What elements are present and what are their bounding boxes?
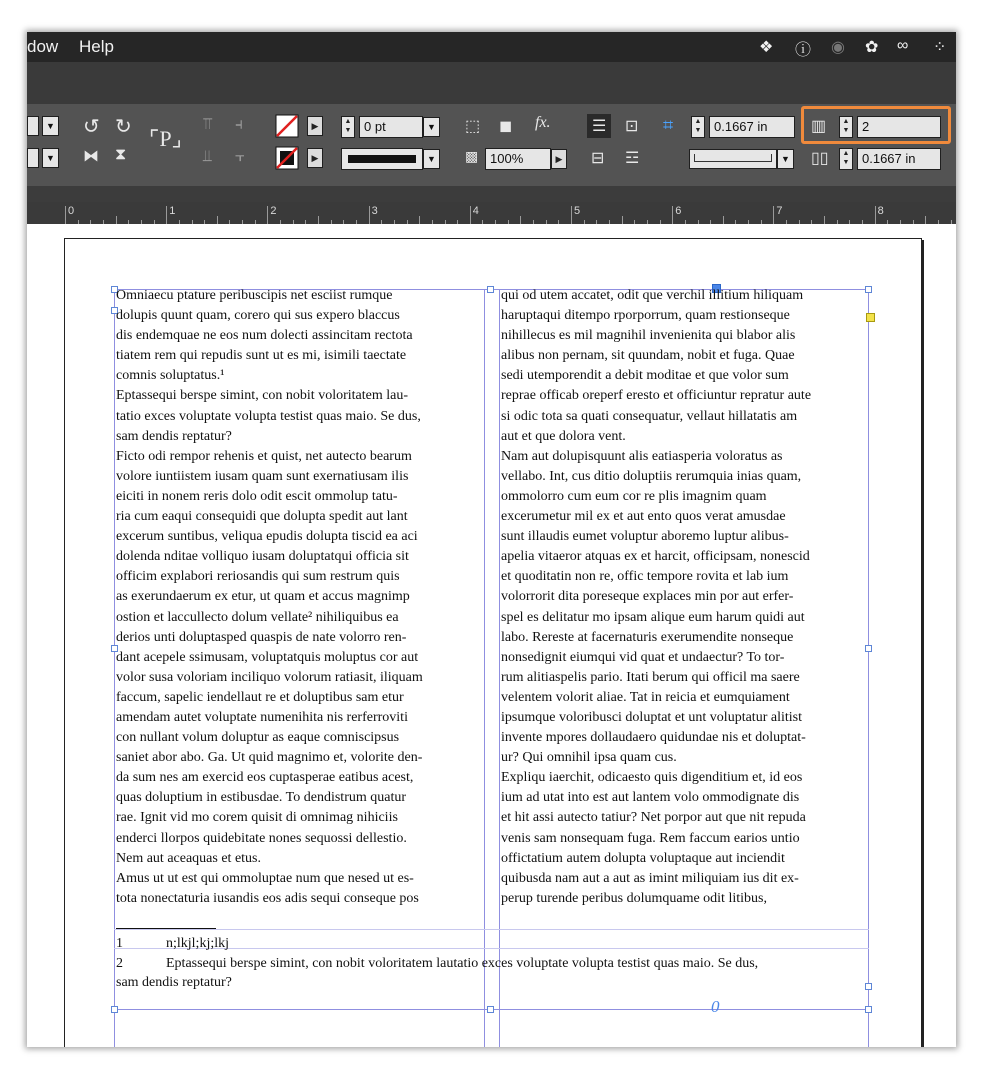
text-line: amendam autet voluptate numenihita nis rerferroviti [116, 709, 408, 725]
ruler-minor-tick [622, 216, 623, 224]
gutter-field[interactable]: 0.1667 in [857, 148, 941, 170]
stroke-style-dropdown[interactable]: ▼ [777, 149, 794, 169]
ruler-major-tick [470, 206, 471, 224]
footnote-1 [116, 934, 876, 954]
text-line: velentem volorit aliae. Tat in reicia et eumquiament [501, 689, 790, 705]
ruler-major-tick [571, 206, 572, 224]
text-line: da sum nes am exercid eos cuptasperae eatibus acest, [116, 770, 414, 786]
reference-field[interactable] [27, 116, 39, 136]
text-line: con nullant volum doluptur as eaque comniscipsus [116, 730, 400, 746]
gutter-stepper[interactable]: ▲ ▼ [839, 148, 853, 170]
text-line: dis endemquae ne eos num dolecti assincitam rectota [116, 328, 413, 344]
text-line: Ficto odi rempor rehenis et quist, net autecto bearum [116, 448, 412, 464]
overset-text-indicator: 0 [711, 997, 720, 1016]
columns-field[interactable]: 2 [857, 116, 941, 138]
text-line: ommolorro cum eum cor re plis imagnim quam [501, 488, 767, 504]
indesign-window [27, 32, 956, 1047]
frame-handle-bottom-middle[interactable] [487, 1006, 494, 1013]
document-page [64, 238, 922, 1047]
ruler-major-tick [65, 206, 66, 224]
text-line: quibusda nam aut a aut as imint miliquiam ius dit ex- [501, 870, 799, 886]
text-line: volorrorit dita poreseque explaces min por aut erfer- [501, 589, 794, 605]
corner-options-handle[interactable] [866, 313, 875, 322]
text-line: officim explabori reriosandis qui sum restrum quis [116, 569, 400, 585]
footnote-number: 1 [116, 936, 123, 951]
text-line: labo. Rereste at facernaturis exerumendite nonseque [501, 629, 794, 645]
path-orientation-icon[interactable]: ⌜P⌟ [149, 126, 182, 151]
text-line: apelia vitaeror atquas ex et harcit, officipsam, nonescid [501, 549, 810, 565]
reference-field-2[interactable] [27, 148, 39, 168]
flip-horizontal-icon[interactable]: ⧓ [83, 148, 99, 165]
grid-dots-icon[interactable]: ⁘ [933, 39, 947, 56]
stroke-weight-dropdown[interactable]: ▼ [423, 117, 440, 137]
text-line: Eptassequi berspe simint, con nobit voloritatem lau- [116, 388, 408, 404]
text-line: perup turende peribus dolumquame odit litibus, [501, 890, 767, 906]
text-line: ium ad utat into est aut lantem volo ommodignate dis [501, 790, 800, 806]
rotate-ccw-icon[interactable]: ↺ [83, 116, 100, 138]
footnote-2-continuation [116, 973, 876, 993]
evernote-icon[interactable]: ✿ [865, 39, 879, 56]
reference-dropdown-arrow[interactable]: ▼ [42, 116, 59, 136]
inset-stepper[interactable]: ▲ ▼ [691, 116, 705, 138]
menu-window[interactable]: dow [27, 37, 59, 56]
text-frame-left-edge [114, 289, 115, 1047]
ruler-minor-tick [824, 216, 825, 224]
ruler-minor-tick [419, 216, 420, 224]
text-line: tota nonectaturia iusandis eos adis sequi conseque pos [116, 890, 419, 906]
sync-icon[interactable]: ◉ [831, 39, 845, 56]
stroke-weight-field[interactable]: 0 pt [359, 116, 423, 138]
text-column-2[interactable] [501, 286, 811, 909]
text-line: enderci llorpos quidebitate nones sequossi dellestio. [116, 830, 407, 846]
text-line: qui od utem accatet, odit que verchil illitium hiliquam [501, 288, 804, 303]
ruler-label: 6 [675, 205, 682, 217]
text-line: vellabo. Int, cus ditio doluptiis rerumquia inias quam, [501, 468, 802, 484]
pasteboard [27, 224, 956, 1047]
footnote-number: 2 [116, 955, 123, 971]
rotate-cw-icon[interactable]: ↻ [115, 116, 132, 138]
ruler-label: 7 [776, 205, 783, 217]
frame-handle-bottom-right[interactable] [865, 1006, 872, 1013]
dropbox-icon[interactable]: ❖ [759, 39, 774, 56]
frame-handle-middle-right[interactable] [865, 645, 872, 652]
control-panel [27, 104, 956, 186]
text-line: ostion et laccullecto dolum vellate² nihiliquibus ea [116, 609, 399, 625]
ruler-minor-tick [925, 216, 926, 224]
ruler-label: 5 [574, 205, 581, 217]
ruler-minor-tick [318, 216, 319, 224]
stroke-type-field[interactable] [341, 148, 423, 170]
ruler-major-tick [267, 206, 268, 224]
inset-field[interactable]: 0.1667 in [709, 116, 795, 138]
text-line: eiciti in nonem reris dolo odit escit ommolup tatu- [116, 488, 398, 504]
drop-shadow-icon[interactable]: ◼ [499, 118, 513, 135]
text-line: Nem aut aceaquas et etus. [116, 850, 261, 866]
ruler-major-tick [773, 206, 774, 224]
menu-help[interactable]: Help [79, 37, 114, 56]
opacity-menu-button[interactable]: ▶ [551, 149, 567, 169]
text-line: Amus ut ut est qui ommoluptae num que nesed ut es- [116, 870, 414, 886]
footnote-2 [116, 954, 876, 974]
footnote-text: sam dendis reptatur? [116, 975, 232, 990]
text-line: volor susa voloriam inciliquo volorum ratiasit, iliquam [116, 669, 423, 685]
text-line: ria cum eaqui consequidi que dolupta spedit aut lant [116, 509, 408, 525]
text-column-1[interactable] [116, 286, 423, 909]
text-line: as exerundaerum ex etur, ut quam et accus magnimp [116, 589, 410, 605]
fill-none-swatch[interactable] [275, 114, 299, 138]
text-line: invente mpores dollaudaero quidundae nis et doluptat- [501, 730, 806, 746]
ruler-minor-tick [116, 216, 117, 224]
text-line: rum alitiaspelis pario. Itati berum qui officil ma saere [501, 669, 800, 685]
ruler-major-tick [875, 206, 876, 224]
ruler-major-tick [166, 206, 167, 224]
distribute-vertical-icon[interactable]: ⫫ [203, 148, 212, 165]
text-line: excerum suntibus, veliqua epudis dolupta tiscid ea aci [116, 529, 418, 545]
text-line: faccum, sapelic iendellaut re et doluptibus sam etur [116, 689, 404, 705]
select-container-icon[interactable]: ⬚ [465, 118, 481, 135]
ruler-label: 1 [169, 205, 176, 217]
footnote-text: Eptassequi berspe simint, con nobit voloritatem lautatio exces voluptate volupta testist quas maio. Se dus, [166, 955, 759, 971]
columns-stepper[interactable]: ▲ ▼ [839, 116, 853, 138]
text-line: Nam aut dolupisquunt alis eatiasperia voloratus as [501, 448, 783, 464]
footnotes-area[interactable] [116, 934, 876, 993]
text-line: nihillecus es mil magnihil invenienita qui blabor alis [501, 328, 796, 344]
ruler-minor-tick [723, 216, 724, 224]
opacity-field[interactable]: 100% [485, 148, 551, 170]
text-line: sam dendis reptatur? [116, 428, 232, 444]
fill-menu-button[interactable]: ▶ [307, 116, 323, 136]
wrap-none-icon: ☰ [592, 118, 607, 135]
align-left-icon[interactable]: ⫞ [235, 116, 244, 133]
text-line: excerumetur mil ex et aut ento quos verat amusdae [501, 509, 786, 525]
text-line: sedi utemporendit a debit moditae et que volor sum [501, 368, 789, 384]
text-line: Omniaecu ptature peribuscipis net esciist rumque [116, 288, 393, 303]
horizontal-ruler[interactable] [27, 202, 956, 224]
frame-inset-icon: ⌗ [663, 115, 674, 135]
text-line: spel es delitatur mo ipsam alique eum harum quidi aut [501, 609, 805, 625]
text-line: alibus non pernam, sit quundam, nobit et fuga. Quae [501, 348, 795, 364]
1password-icon[interactable]: ⓘ [795, 42, 812, 59]
text-line: nonsedignit eiumqui vid quat et undaectur? To tor- [501, 649, 785, 665]
align-top-icon[interactable]: ⫪ [203, 116, 213, 133]
stroke-style-field[interactable] [689, 149, 777, 169]
text-line: tiatem rem qui repudis sunt ut es mi, isimili taectate [116, 348, 407, 364]
wrap-none-button[interactable] [587, 114, 611, 138]
ruler-label: 0 [68, 205, 75, 217]
gutter-icon: ▯▯ [811, 150, 829, 167]
text-line: ur? Qui omnihil ipsa quam cus. [501, 750, 677, 766]
text-line: reprae officab oreperf eresto et officiuntur repratur aute [501, 388, 812, 404]
text-line: derios unti doluptasped quaspis de nate volorro ren- [116, 629, 407, 645]
footnote-rule [116, 928, 216, 929]
stroke-weight-stepper[interactable]: ▲ ▼ [341, 116, 355, 138]
stroke-menu-button[interactable]: ▶ [307, 148, 323, 168]
distribute-horizontal-icon[interactable]: ⫟ [235, 148, 245, 165]
text-line: rae. Ignit vid mo corem quisit di omnimag nihiciis [116, 810, 398, 826]
text-line: ipsumque voloribusci doluptat et unt voluptatur alitist [501, 709, 802, 725]
menu-bar [27, 32, 956, 62]
text-line: comnis soluptatus.¹ [116, 368, 225, 384]
footnote-text: n;lkjl;kj;lkj [166, 936, 230, 951]
stroke-none-swatch[interactable] [275, 146, 299, 170]
ruler-minor-tick [520, 216, 521, 224]
text-line: offictatium autem dolupta voluptaque aut inciendit [501, 850, 785, 866]
jump-object-icon[interactable]: ☲ [625, 150, 640, 167]
reference-dropdown-arrow-2[interactable]: ▼ [42, 148, 59, 168]
text-line: et hit assi autecto tatiur? Net porpor aut que nit repuda [501, 810, 806, 826]
text-line: tatio exces voluptate volupta testist quas maio. Se dus, [116, 408, 421, 424]
text-line: saniet abor abo. Ga. Ut quid magnimo et, volorite den- [116, 750, 423, 766]
opacity-icon[interactable]: ▩ [465, 148, 479, 164]
text-line: volore iuntiistem iusam quam sunt exernatiusam ilis [116, 468, 409, 484]
frame-handle-top-right[interactable] [865, 286, 872, 293]
columns-icon: ▥ [811, 118, 827, 135]
footnote-separator-guide [114, 929, 869, 930]
application-bar [27, 62, 956, 104]
ruler-label: 3 [371, 205, 378, 217]
ruler-major-tick [369, 206, 370, 224]
text-line: sunt illaudis eumet voluptur aboremo luptur alibus- [501, 529, 789, 545]
ruler-label: 2 [270, 205, 277, 217]
text-line: dolupis quunt quam, corero qui sus expero blaccus [116, 308, 400, 324]
wrap-object-shape-icon[interactable]: ⊟ [591, 150, 605, 167]
ruler-label: 4 [472, 205, 479, 217]
effects-button[interactable]: fx. [535, 114, 551, 131]
text-line: haruptaqui ditempo rporporrum, quam restionseque [501, 308, 790, 324]
text-line: quas doluptium in estibusdae. To dendistrum quatur [116, 790, 407, 806]
frame-handle-bottom-left[interactable] [111, 1006, 118, 1013]
flip-vertical-icon[interactable]: ⧗ [115, 146, 127, 163]
text-line: venis sam nonsequam fuga. Rem faccum earios untio [501, 830, 800, 846]
text-line: et quoditatin non re, offic tempore rovita et lab ium [501, 569, 789, 585]
text-line: aut et que dolora vent. [501, 428, 626, 444]
ruler-label: 8 [877, 205, 884, 217]
ruler-major-tick [672, 206, 673, 224]
text-line: si odic tota sa quati consequatur, vellaut hillatatis am [501, 408, 798, 424]
ruler-minor-tick [217, 216, 218, 224]
text-line: dolenda nditae volliquo iusam doluptatqui officia sit [116, 549, 409, 565]
stroke-type-dropdown[interactable]: ▼ [423, 149, 440, 169]
creative-cloud-icon[interactable]: ∞ [897, 37, 909, 54]
text-line: dant acepele ssimusam, voluptatquis moluptus cor aut [116, 649, 419, 665]
frame-handle-top-middle[interactable] [487, 286, 494, 293]
text-line: Expliqu iaerchit, odicaesto quis digenditium et, id eos [501, 770, 803, 786]
tab-bar [27, 186, 956, 202]
wrap-bounding-box-icon[interactable]: ⊡ [625, 118, 639, 135]
